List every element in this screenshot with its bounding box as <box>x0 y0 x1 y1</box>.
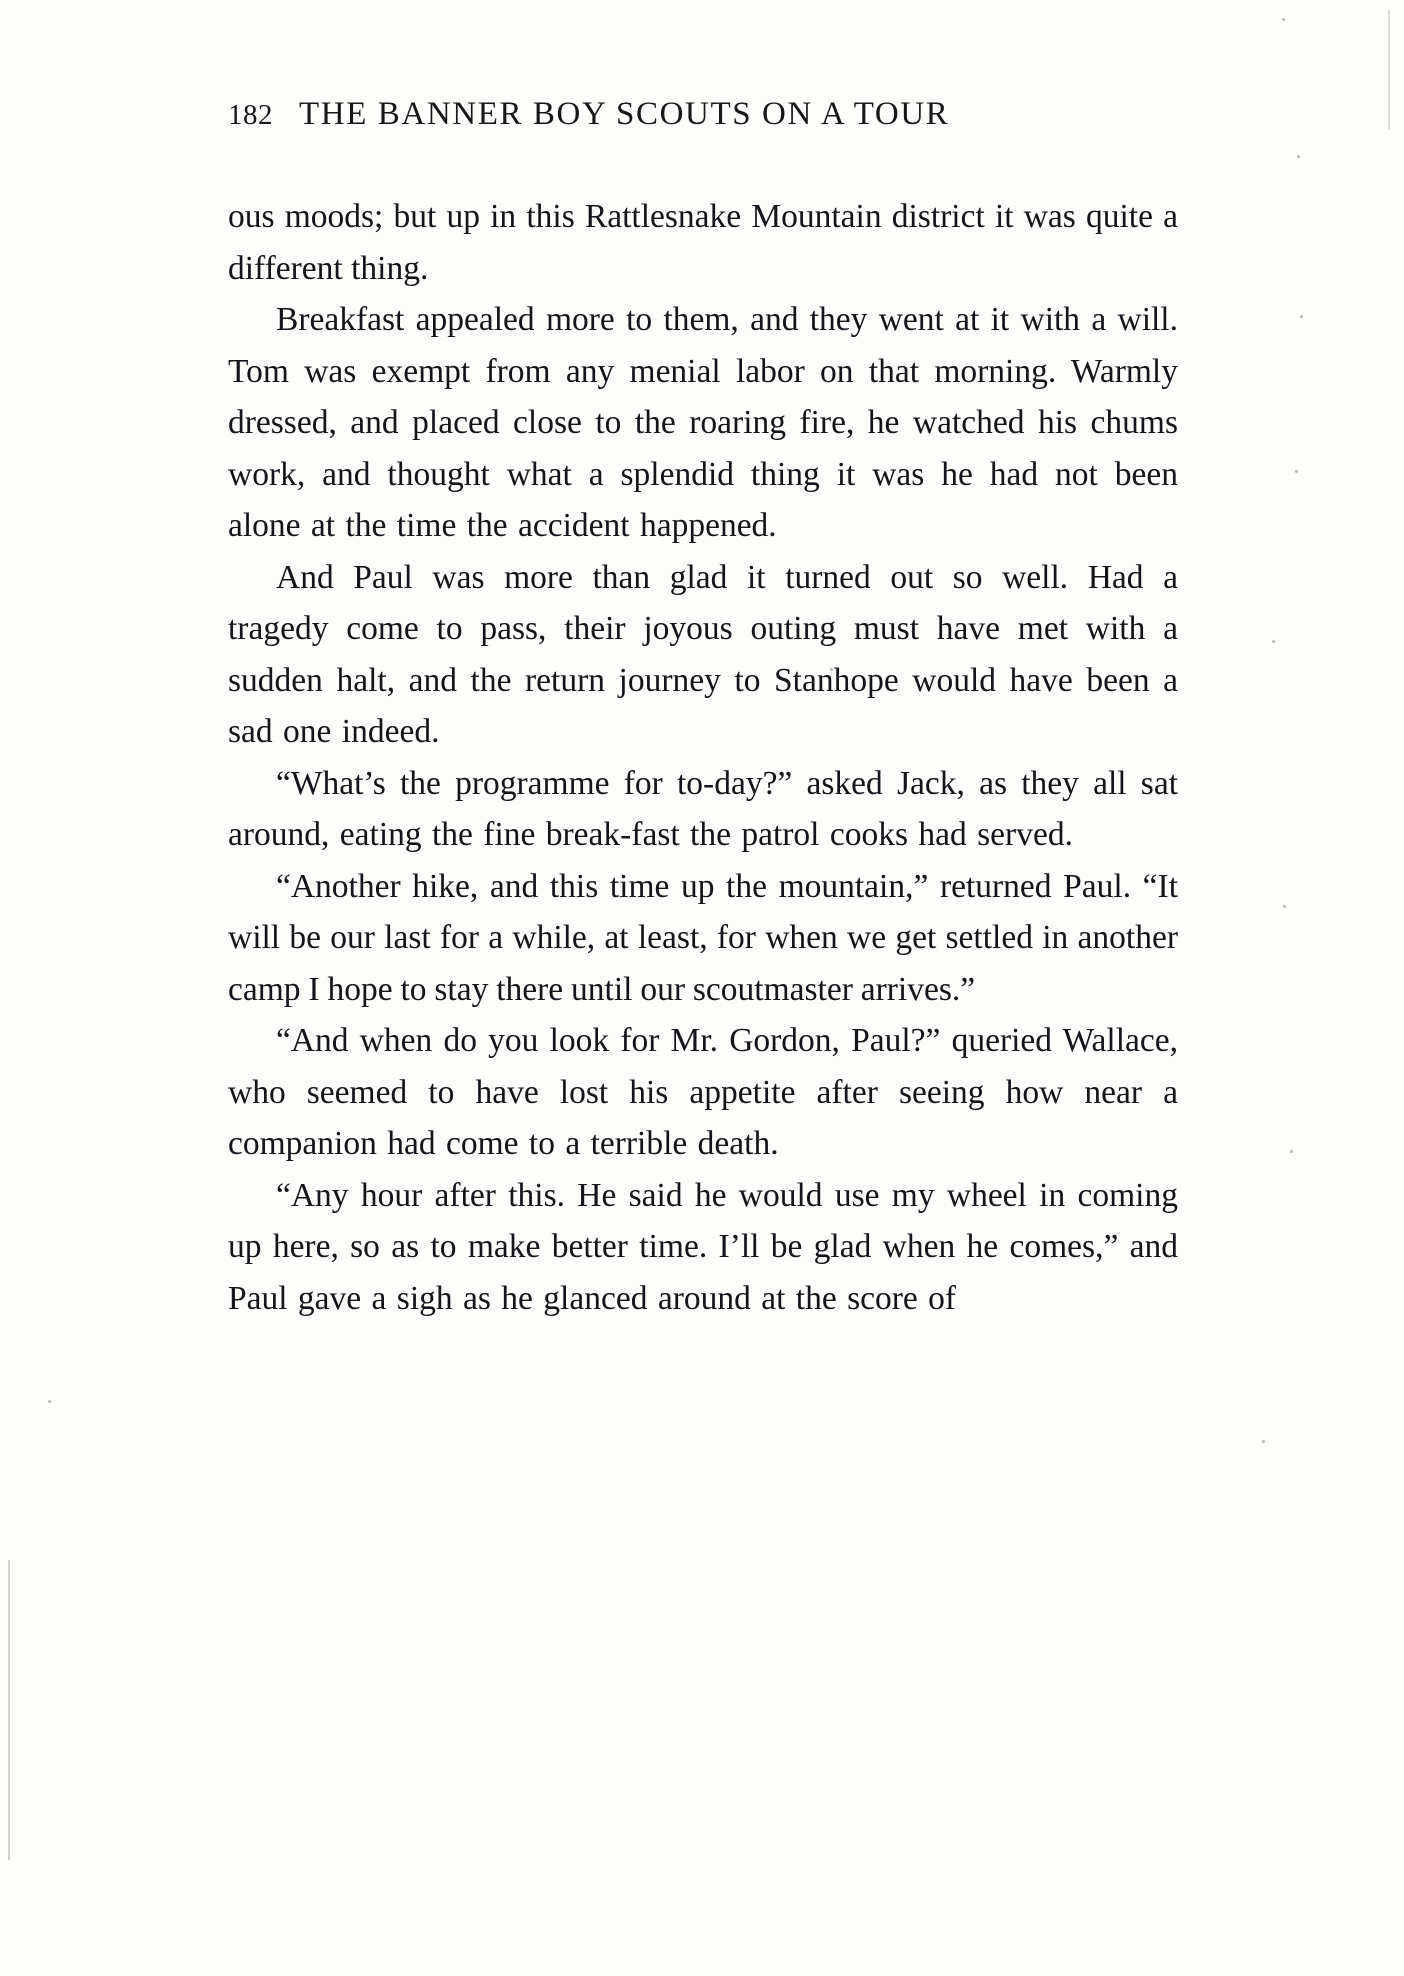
scan-spine-line <box>8 1560 10 1860</box>
paragraph: “And when do you look for Mr. Gordon, Paul?” queried Wallace, who seemed to have lost his appetite after seeing how near a companion had come to a terrible death. <box>228 1022 1178 1162</box>
scan-speck <box>1297 155 1300 158</box>
page-number: 182 <box>228 99 273 131</box>
page-content <box>228 96 1178 1324</box>
page-header <box>228 96 1178 133</box>
paragraph: And Paul was more than glad it turned out so well. Had a tragedy come to pass, their joyous outing must have met with a sudden halt, and the return journey to Stanhope would have been a sad one indeed. <box>228 558 1178 750</box>
body-text <box>228 191 1178 1324</box>
paragraph: Breakfast appealed more to them, and they went at it with a will. Tom was exempt from any menial labor on that morning. Warmly dressed, and placed close to the roaring fire, he watched his chums work, and thought what a splendid thing it was he had not been alone at the time the accident happened. <box>228 301 1178 544</box>
running-title: THE BANNER BOY SCOUTS ON A TOUR <box>299 96 950 132</box>
paragraph: “What’s the programme for to-day?” asked Jack, as they all sat around, eating the fine break-fast the patrol cooks had served. <box>228 764 1178 853</box>
scan-speck <box>1283 905 1286 908</box>
scan-speck <box>1272 640 1275 643</box>
scan-speck <box>1290 1150 1293 1153</box>
scan-speck <box>1262 1440 1265 1443</box>
paragraph: ous moods; but up in this Rattlesnake Mountain district it was quite a different thing. <box>228 198 1178 287</box>
scan-edge-rule <box>1388 10 1390 130</box>
paragraph: “Another hike, and this time up the mountain,” returned Paul. “It will be our last for a while, at least, for when we get settled in another camp I hope to stay there until our scoutmaster arrives.” <box>228 867 1178 1008</box>
scan-speck <box>48 1400 51 1403</box>
scan-speck <box>1282 18 1285 21</box>
scan-speck <box>1300 315 1303 318</box>
scan-speck <box>1295 470 1298 473</box>
paragraph: “Any hour after this. He said he would use my wheel in coming up here, so as to make better time. I’ll be glad when he comes,” and Paul gave a sigh as he glanced around at the score of <box>228 1176 1178 1317</box>
